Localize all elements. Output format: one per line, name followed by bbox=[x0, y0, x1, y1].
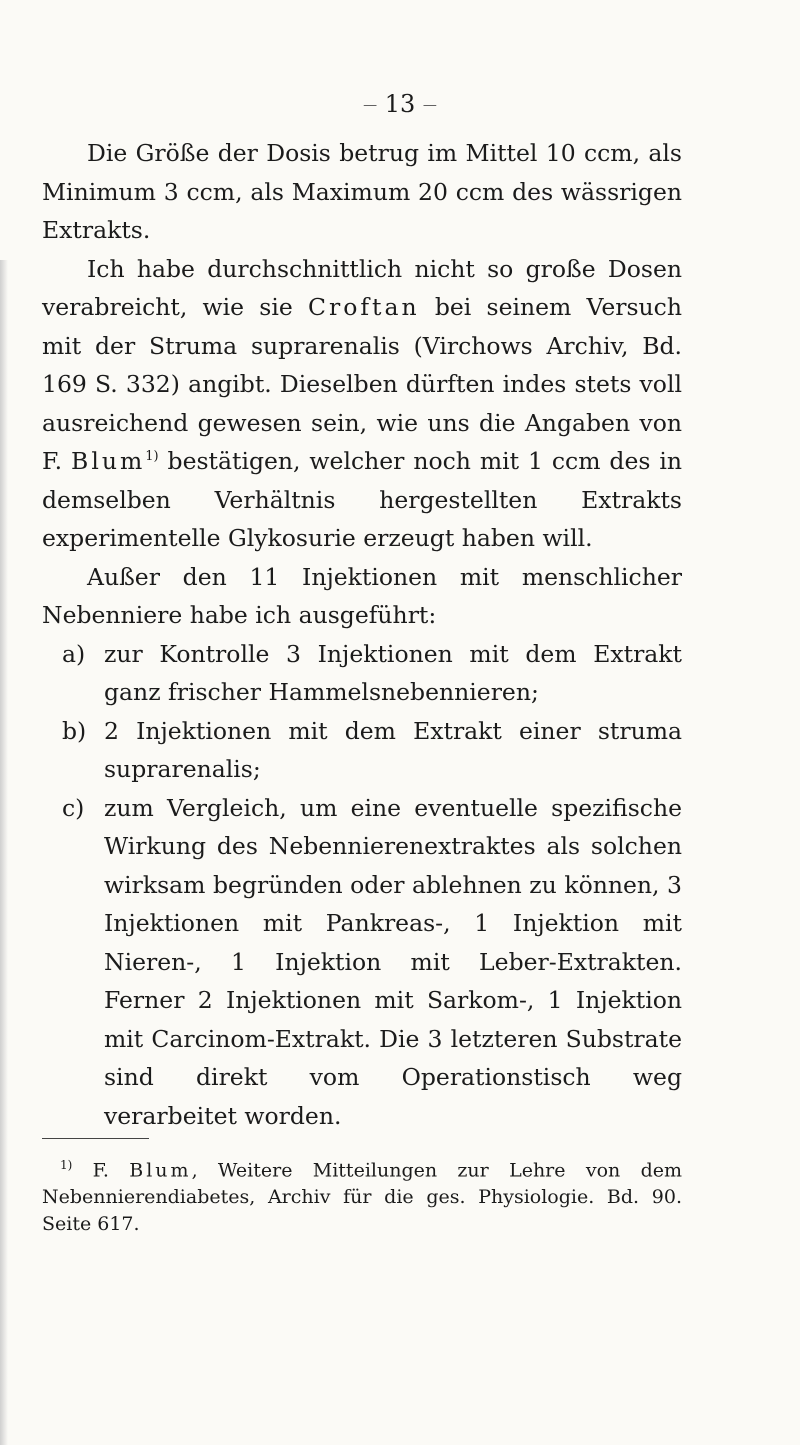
page-number: — 13 — bbox=[363, 90, 437, 118]
list-item bbox=[42, 789, 682, 1136]
list-item-text: 2 Injektionen mit dem Extrakt einer struma suprarenalis; bbox=[104, 716, 682, 783]
body-text bbox=[42, 134, 682, 1135]
paragraph-croftan: Ich habe durchschnittlich nicht so große Dosen verabreicht, wie sie Croftan bei seinem Versuch mit der Struma suprarenalis (Virchows Archiv, Bd. 169 S. 332) angibt. Dieselben dürften indes stets voll ausreichend gewesen sein, wie uns die Angaben von F. Blum$^{1)}$ bestätigen, welcher noch mit 1 ccm des in demselben Verhältnis hergestellten Extrakts experimentelle Glykosurie erzeugt haben will. bbox=[42, 254, 682, 552]
list-item-text: zur Kontrolle 3 Injektionen mit dem Extrakt ganz frischer Hammelsnebennieren; bbox=[104, 639, 682, 706]
page-edge-shadow bbox=[0, 260, 8, 1445]
author-blum: Blum bbox=[71, 447, 146, 475]
list-item-text: zum Vergleich, um eine eventuelle spezifische Wirkung des Nebennierenextraktes als solchen wirksam begründen oder ablehnen zu können, 3 Injektionen mit Pankreas-, 1 Injektion mit Nieren-, 1 Injektion mit Leber-Extrakten. Ferner 2 Injektionen mit Sarkom-, 1 Injektion mit Carcinom-Extrakt. Die 3 letzteren Substrate sind direkt vom Operationstisch weg verarbeitet worden. bbox=[104, 793, 682, 1130]
author-croftan: Croftan bbox=[307, 293, 420, 321]
list-item bbox=[42, 635, 682, 712]
injection-list bbox=[42, 635, 682, 1136]
footnote-marker: 1) bbox=[60, 1158, 73, 1172]
footnote-text: , Weitere Mitteilungen zur Lehre von dem Nebennierendiabetes, Archiv für die ges. Physiologie. Bd. 90. Seite 617. bbox=[42, 1159, 682, 1236]
page-number-value: 13 bbox=[384, 90, 416, 118]
paragraph-injektionen: Außer den 11 Injektionen mit menschlicher Nebenniere habe ich ausgeführt: bbox=[42, 562, 682, 629]
list-marker: c) bbox=[62, 793, 85, 822]
list-item bbox=[42, 712, 682, 789]
footnote-reference: 1) bbox=[145, 449, 159, 465]
footnote-author: Blum bbox=[129, 1159, 192, 1182]
list-marker: a) bbox=[62, 639, 86, 668]
paragraph-dosis: Die Größe der Dosis betrug im Mittel 10 ccm, als Minimum 3 ccm, als Maximum 20 ccm des wässrigen Extrakts. bbox=[42, 139, 682, 244]
list-marker: b) bbox=[62, 716, 87, 745]
footnote: $^{1)}$ F. Blum, Weitere Mitteilungen zur Lehre von dem Nebennierendiabetes, Archiv für die ges. Physiologie. Bd. 90. Seite 617. bbox=[42, 1158, 682, 1236]
footnote-divider bbox=[42, 1138, 149, 1139]
